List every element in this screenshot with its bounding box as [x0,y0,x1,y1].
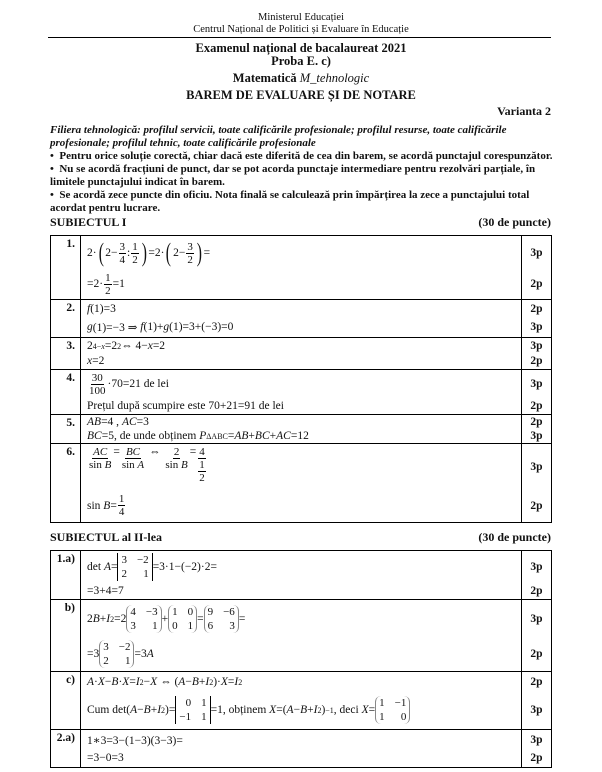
solution-line: =2· $\frac{1}{2}$ =1 [87,271,125,297]
section-title: SUBIECTUL al II-lea [50,530,163,544]
intro-block [50,124,553,215]
points-cell: 3p 2p [522,730,552,768]
subject-profile: M_tehnologic [299,71,370,85]
section-header-subiect2 [50,530,551,545]
solution-line: $\frac{AC}{\text{sin B}}$ = $\frac{BC}{\text{sin A}}$ ⇔ $\frac{2}{\text{sin B}}$ = $\frac{4}{\frac{1}{2}}$ [89,446,205,484]
solution-line: =3 3 −2 2 1 =3 A [87,641,154,667]
header-rule [48,37,551,38]
subject-title [0,71,602,85]
item-number: 2. [51,300,81,338]
center-name: Centrul Național de Politici și Evaluare în Educație [193,24,409,35]
variant-label: Varianta 2 [497,104,551,118]
points-cell: 3p 2p [522,600,552,672]
solution-cell [81,236,522,300]
solution-line: 1∗3=3−(1−3)(3−3)= [87,735,183,747]
points-cell: 2p 3p [522,672,552,730]
solution-cell [81,444,522,523]
solution-line: x =2 [87,355,105,367]
bullet-1: • Pentru orice soluție corectă, chiar dacă este diferită de cea din barem, se acordă punctajul corespunzător. [50,150,553,162]
item-number: 6. [51,444,81,523]
solution-cell [81,300,522,338]
bullet-3: • Se acordă zece puncte din oficiu. Nota finală se calculează prin împărțirea la zece a punctajului total acordat pentru lucrare. [50,189,530,214]
solution-cell [81,600,522,672]
points-cell: 3p 2p [522,370,552,415]
solution-line: $\frac{30}{100}$ ·70=21 de lei [89,371,169,397]
solution-line: =3−0=3 [87,752,124,764]
exam-title: Examenul național de bacalaureat 2021 [195,41,407,55]
solution-line: 2 B + I 2 =2 4 −3 3 1 + 1 0 0 1 = 9 −6 6 3 = [87,606,246,632]
table-row [51,415,552,444]
table-row [51,236,552,300]
item-number: c) [51,672,81,730]
solution-line: det A = 3 −2 2 1 =3·1−(−2)·2= [87,554,217,580]
item-number: 3. [51,338,81,370]
solution-cell [81,415,522,444]
solution-line: sin B = $\frac{1}{4}$ [87,493,125,518]
solution-line: 2 4−x =2 2 ⇔ 4− x =2 [87,340,166,352]
table-row [51,300,552,338]
section-header-subiect1 [50,215,551,230]
solution-cell [81,370,522,415]
item-number: 1. [51,236,81,300]
points-cell: 3p 2p [522,236,552,300]
bullet-2: • Nu se acordă fracțiuni de punct, dar se pot acorda punctaje intermediare pentru rezolvări parțiale, în limitele punctajului indicat în barem. [50,163,536,188]
table-row [51,338,552,370]
barem-table-subiect2 [50,550,552,768]
table-row [51,444,552,523]
points-cell: 2p 3p [522,300,552,338]
section-title: SUBIECTUL I [50,215,127,229]
section-points: (30 de puncte) [478,530,551,544]
ministry-name: Ministerul Educației [257,12,345,23]
solution-line: f (1)=3 [87,303,116,315]
solution-cell [81,672,522,730]
section-points: (30 de puncte) [478,215,551,229]
table-row [51,600,552,672]
solution-line: BC =5 , de unde obținem P ΔABC = AB + BC + AC =12 [87,430,309,442]
document-title: BAREM DE EVALUARE ȘI DE NOTARE [186,88,416,102]
item-number: 2.a) [51,730,81,768]
item-number: 4. [51,370,81,415]
solution-cell [81,730,522,768]
table-row [51,370,552,415]
solution-line: AB =4 , AC =3 [87,416,149,428]
solution-line: A · X − B · X = I 2 − X ⇔ ( A − B + I 2 )· X = I 2 [87,676,243,688]
item-number: 1.a) [51,551,81,600]
solution-line: g (1)=−3 ⇒ f (1)+ g (1)=3+(−3)=0 [87,321,234,334]
subject-prefix: Matematică [232,71,297,85]
solution-cell [81,338,522,370]
points-cell: 2p 3p [522,415,552,444]
table-row [51,672,552,730]
item-number: 5. [51,415,81,444]
solution-line: Prețul după scumpire este 70+21=91 de lei [87,399,284,412]
solution-line: 2· ( 2− $\frac{3}{4}$ : $\frac{1}{2}$ ) =2· ( 2− $\frac{3}{2}$ ) = [87,238,211,267]
solution-line: Cum det( A − B + I 2 )= 0 1 −1 1 =1 , obținem X =( A − B + I 2 ) −1 , deci X = 1 −1 1 0 [87,692,521,728]
solution-cell [81,551,522,600]
points-cell: 3p 2p [522,551,552,600]
table-row [51,730,552,768]
points-cell: 3p 2p [522,338,552,370]
filiera-text: Filiera tehnologică: profilul servicii, toate calificările profesionale; profilul resurse, toate calificările profesionale; profilul tehnic, toate calificările profesionale [50,124,507,149]
barem-table-subiect1 [50,235,552,523]
points-cell: 3p 2p [522,444,552,523]
item-number: b) [51,600,81,672]
solution-line: =3+4=7 [87,584,124,597]
table-row [51,551,552,600]
proba-label: Proba E. c) [271,54,331,68]
